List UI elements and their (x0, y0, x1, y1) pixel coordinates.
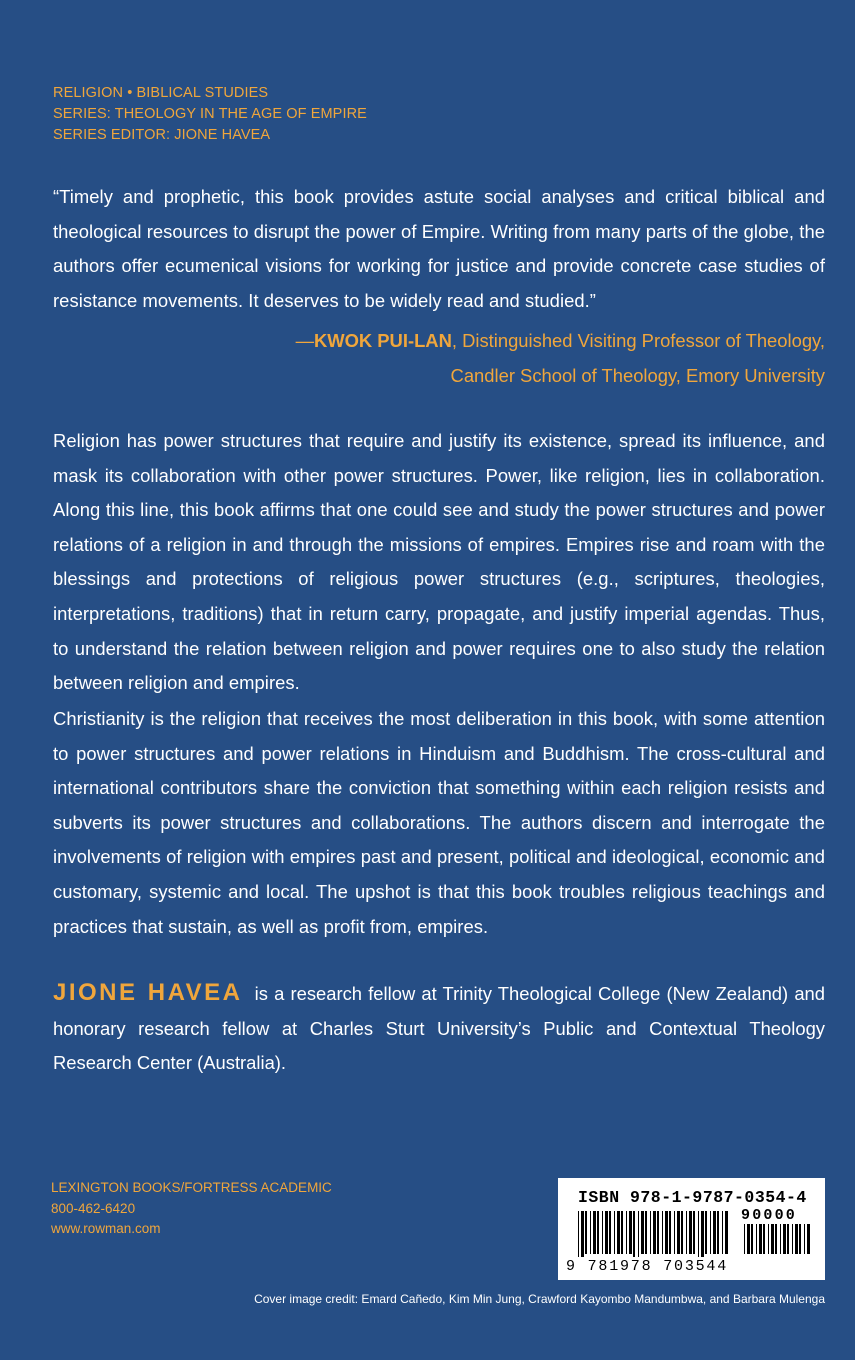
barcode-bar (783, 1224, 786, 1254)
publisher-name: LEXINGTON BOOKS/FORTRESS ACADEMIC (51, 1180, 332, 1195)
endorser-name: KWOK PUI-LAN (313, 330, 452, 351)
barcode-bar (638, 1211, 639, 1257)
barcode-bar (590, 1211, 591, 1254)
ean-barcode-bars (578, 1211, 730, 1257)
barcode-bar (669, 1211, 671, 1254)
barcode-bar (763, 1224, 765, 1254)
barcode-bar (633, 1211, 635, 1257)
barcode-bar (629, 1211, 632, 1254)
publisher-info (51, 1178, 332, 1240)
publisher-website: www.rowman.com (51, 1221, 161, 1236)
author-bio (53, 976, 825, 1081)
barcode-bar (657, 1211, 659, 1254)
author-bio-text: is a research fellow at Trinity Theological College (New Zealand) and honorary research fellow at Charles Sturt University’s Public and Contextual Theology Research Center (Australia). (53, 983, 826, 1074)
barcode-bar (710, 1211, 711, 1254)
barcode-bar (722, 1211, 723, 1254)
barcode-bar (768, 1224, 769, 1254)
barcode-bar (617, 1211, 620, 1254)
description-paragraph-2: Christianity is the religion that receives the most deliberation in this book, with some attention to power structures and power relations in Hinduism and Buddhism. The cross-cultural and international contributors share the conviction that something within each religion resists and subverts its power structures and collaborations. The authors discern and interrogate the involvements of religion with empires past and present, political and ideological, economic and customary, systemic and local. The upshot is that this book troubles religious teachings and practices that sustain, as well as profit from, empires. (53, 708, 825, 937)
barcode-bar (605, 1211, 608, 1254)
ean-digits: 9 781978 703544 (566, 1258, 729, 1275)
barcode-bar (597, 1211, 599, 1254)
barcode-bar (681, 1211, 683, 1254)
barcode-bar (775, 1224, 777, 1254)
addon-digits: 90000 (741, 1207, 798, 1224)
series-label: SERIES: THEOLOGY IN THE AGE OF EMPIRE (53, 106, 367, 122)
barcode-bar (795, 1224, 798, 1254)
description-paragraph-1: Religion has power structures that require and justify its existence, spread its influence, and mask its collaboration with other power structures. Power, like religion, lies in collaboration. Along this line, this book affirms that one could see and study the power structures and power relations of a religion in and through the missions of empires. Empires rise and roam with the blessings and protections of religious power structures (e.g., scriptures, theologies, interpretations, traditions) that in return carry, propagate, and justify imperial agendas. Thus, to understand the relation between religion and power requires one to also study the relation between religion and empires. (53, 430, 825, 694)
barcode-bar (677, 1211, 680, 1254)
barcode-bar (609, 1211, 611, 1254)
attribution-dash: — (295, 330, 314, 351)
endorser-line (296, 324, 825, 359)
barcode-bar (787, 1224, 789, 1254)
barcode-bar (807, 1224, 810, 1254)
publisher-phone: 800-462-6420 (51, 1200, 136, 1216)
barcode-bar (751, 1224, 753, 1254)
addon-barcode-bars (744, 1224, 810, 1257)
barcode-bar (780, 1224, 781, 1254)
barcode-bar (804, 1224, 805, 1254)
barcode-bar (693, 1211, 695, 1254)
barcode-bar (674, 1211, 675, 1254)
barcode-bar (799, 1224, 801, 1254)
barcode-bar (717, 1211, 719, 1254)
barcode-bar (645, 1211, 647, 1254)
barcode-bar (602, 1211, 603, 1254)
barcode-bar (689, 1211, 692, 1254)
category-label: RELIGION • BIBLICAL STUDIES (53, 85, 269, 101)
barcode-bar (756, 1224, 757, 1254)
cover-image-credit: Cover image credit: Emard Cañedo, Kim Min Jung, Crawford Kayombo Mandumbwa, and Barbara Mulenga (254, 1292, 825, 1306)
barcode-bar (665, 1211, 668, 1254)
barcode-bar (747, 1224, 750, 1254)
series-editor-label: SERIES EDITOR: JIONE HAVEA (53, 127, 271, 143)
endorser-title: , Distinguished Visiting Professor of Theology, (451, 330, 825, 351)
endorsement-quote: “Timely and prophetic, this book provides astute social analyses and critical biblical and theological resources to disrupt the power of Empire. Writing from many parts of the globe, the authors offer ecumenical visions for working for justice and provide concrete case studies of resistance movements. It deserves to be widely read and studied.” (53, 186, 825, 311)
barcode-bar (698, 1211, 699, 1257)
barcode-bar (614, 1211, 615, 1254)
barcode-bar (759, 1224, 762, 1254)
isbn-label: ISBN 978-1-9787-0354-4 (578, 1188, 807, 1207)
barcode-bar (713, 1211, 716, 1254)
barcode-bar (641, 1211, 644, 1254)
barcode-bar (581, 1211, 584, 1257)
barcode-bar (725, 1211, 728, 1254)
barcode-bar (662, 1211, 663, 1254)
isbn-barcode (558, 1178, 825, 1280)
barcode-bar (585, 1211, 587, 1254)
barcode-bar (626, 1211, 627, 1254)
barcode-bar (593, 1211, 596, 1254)
barcode-bar (650, 1211, 651, 1254)
series-info (53, 83, 367, 146)
author-name: JIONE HAVEA (53, 979, 243, 1006)
endorser-affiliation: Candler School of Theology, Emory University (450, 364, 825, 386)
endorsement-attribution (296, 324, 825, 393)
barcode-bar (686, 1211, 687, 1254)
barcode-bar (744, 1224, 745, 1254)
barcode-bar (653, 1211, 656, 1254)
barcode-bar (578, 1211, 579, 1257)
barcode-bar (771, 1224, 774, 1254)
barcode-bar (621, 1211, 623, 1254)
barcode-bar (701, 1211, 704, 1257)
barcode-bar (792, 1224, 793, 1254)
barcode-bar (705, 1211, 707, 1254)
